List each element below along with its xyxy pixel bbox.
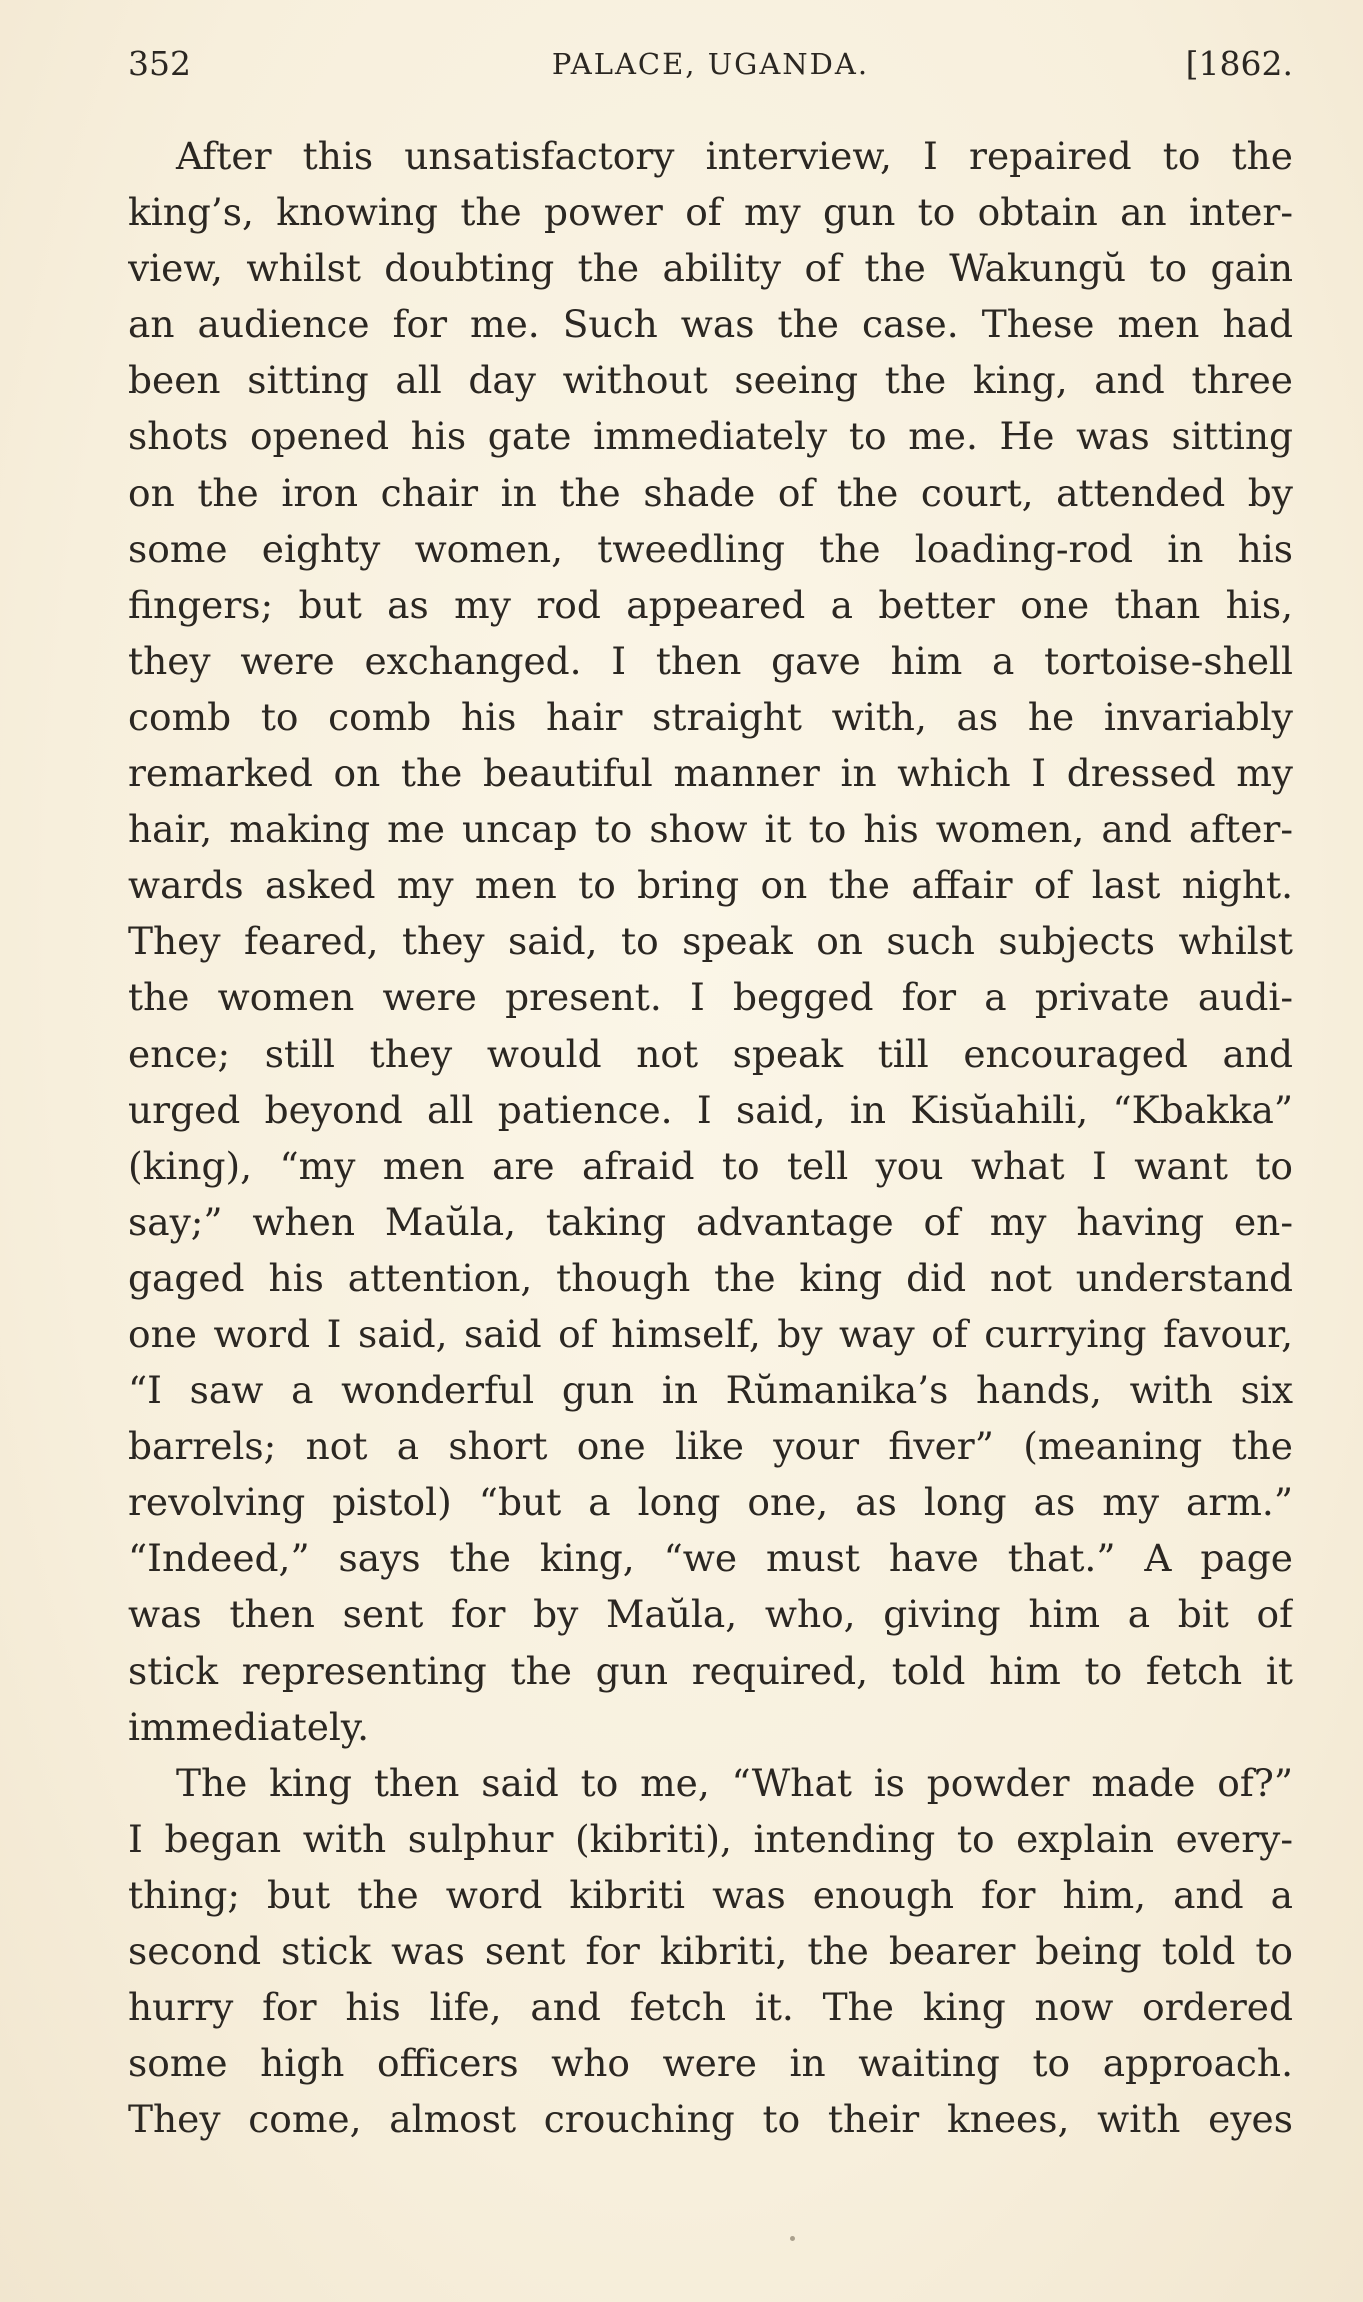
text-line: urged beyond all patience. I said, in Kisŭahili, “Kbakka” [128,1087,1293,1132]
text-line: I began with sulphur (kibriti), intending to explain every- [128,1816,1293,1861]
text-line: hurry for his life, and fetch it. The king now ordered [128,1985,1293,2030]
text-line: “Indeed,” says the king, “we must have that.” A page [128,1536,1293,1581]
text-line: fingers; but as my rod appeared a better one than his, [128,582,1293,627]
text-line: They come, almost crouching to their knees, with eyes [128,2097,1293,2142]
text-line: The king then said to me, “What is powder made of?” [176,1760,1293,1805]
text-line: king’s, knowing the power of my gun to obtain an inter- [128,190,1293,235]
text-line: an audience for me. Such was the case. These men had [128,302,1293,347]
text-line: hair, making me uncap to show it to his women, and after- [128,807,1293,852]
text-line: stick representing the gun required, told him to fetch it [128,1648,1293,1693]
text-line: revolving pistol) “but a long one, as long as my arm.” [128,1480,1293,1525]
text-line: immediately. [128,1704,370,1749]
text-line: say;” when Maŭla, taking advantage of my having en- [128,1199,1293,1244]
text-line: (king), “my men are afraid to tell you what I want to [128,1143,1293,1188]
text-line: barrels; not a short one like your fiver” (meaning the [128,1424,1293,1469]
body-text [128,128,1293,2147]
text-line: the women were present. I begged for a private audi- [128,975,1293,1020]
running-title: PALACE, UGANDA. [551,47,870,81]
text-line: gaged his attention, though the king did not understand [128,1255,1293,1300]
text-line: They feared, they said, to speak on such subjects whilst [128,919,1293,964]
text-line: wards asked my men to bring on the affair of last night. [128,863,1293,908]
ink-speck [790,2236,795,2241]
text-line: been sitting all day without seeing the king, and three [128,358,1293,403]
text-line: on the iron chair in the shade of the court, attended by [128,470,1293,515]
text-line: some high officers who were in waiting to approach. [128,2041,1293,2086]
text-line: second stick was sent for kibriti, the bearer being told to [128,1929,1293,1973]
text-line: thing; but the word kibriti was enough for him, and a [128,1872,1293,1917]
text-line: comb to comb his hair straight with, as he invariably [128,694,1293,739]
page-number: 352 [128,44,191,83]
page-header [128,42,1293,86]
text-line: ence; still they would not speak till encouraged and [128,1031,1293,1076]
text-line: “I saw a wonderful gun in Rŭmanika’s hands, with six [128,1368,1293,1413]
text-line: remarked on the beautiful manner in which I dressed my [128,751,1293,796]
text-line: some eighty women, tweedling the loading-rod in his [128,526,1293,571]
header-year: [1862. [1185,44,1293,83]
text-line: view, whilst doubting the ability of the Wakungŭ to gain [128,246,1293,291]
text-line: they were exchanged. I then gave him a tortoise-shell [128,638,1293,683]
text-line: was then sent for by Maŭla, who, giving him a bit of [128,1592,1293,1637]
text-line: After this unsatisfactory interview, I repaired to the [176,134,1293,178]
text-line: shots opened his gate immediately to me. He was sitting [128,414,1293,459]
text-line: one word I said, said of himself, by way of currying favour, [128,1311,1293,1356]
